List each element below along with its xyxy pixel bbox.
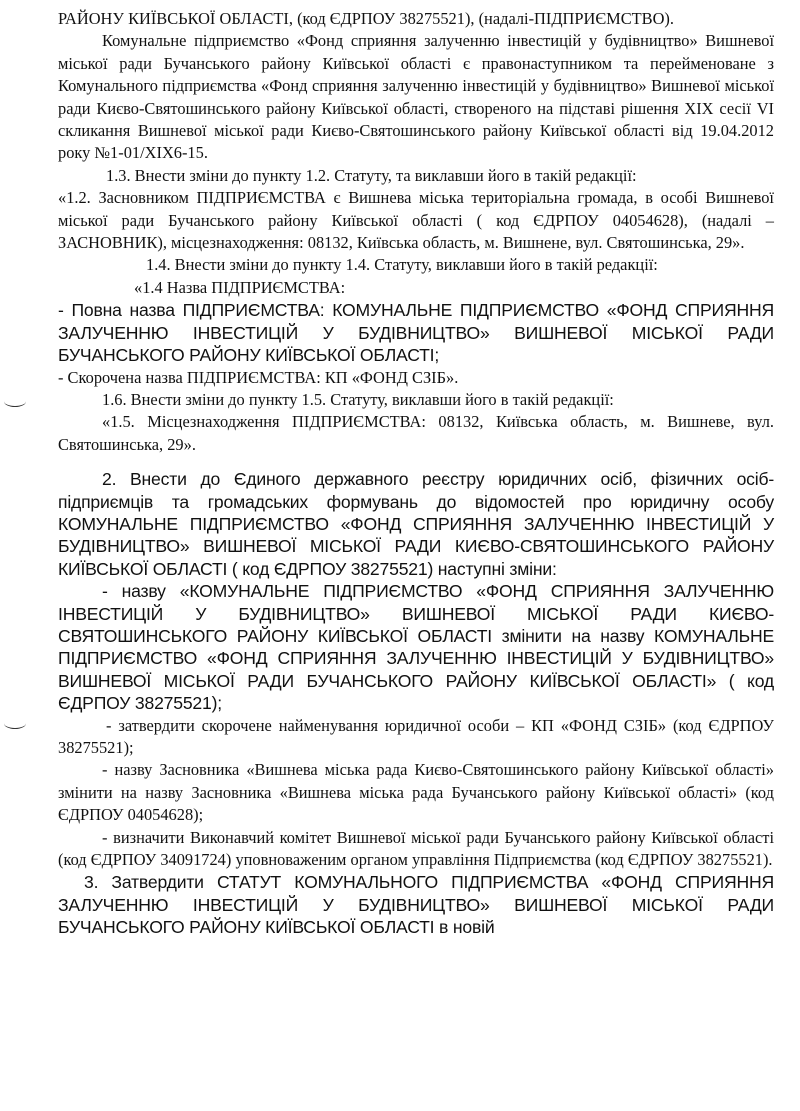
- paragraph-rename: - назву «КОМУНАЛЬНЕ ПІДПРИЄМСТВО «ФОНД СПРИЯННЯ ЗАЛУЧЕННЮ ІНВЕСТИЦІЙ У БУДІВНИЦТВО» ВИШНЕВОЇ МІСЬКОЇ РАДИ КИЄВО-СВЯТОШИНСЬКОГО РАЙОНУ КИЇВСЬКОЇ ОБЛАСТІ змінити на назву КОМУНАЛЬНЕ ПІДПРИЄМСТВО «ФОНД СПРИЯННЯ ЗАЛУЧЕННЮ ІНВЕСТИЦІЙ У БУДІВНИЦТВО» ВИШНЕВОЇ МІСЬКОЇ РАДИ БУЧАНСЬКОГО РАЙОНУ КИЇВСЬКОЇ ОБЛАСТІ» ( код ЄДРПОУ 38275521);: [58, 581, 774, 714]
- paragraph-company-tail: РАЙОНУ КИЇВСЬКОЇ ОБЛАСТІ, (код ЄДРПОУ 38275521), (надалі-ПІДПРИЄМСТВО).: [58, 9, 674, 28]
- paragraph-full-name: - Повна назва ПІДПРИЄМСТВА: КОМУНАЛЬНЕ ПІДПРИЄМСТВО «ФОНД СПРИЯННЯ ЗАЛУЧЕННЮ ІНВЕСТИЦІЙ У БУДІВНИЦТВО» ВИШНЕВОЇ МІСЬКОЇ РАДИ БУЧАНСЬКОГО РАЙОНУ КИЇВСЬКОЇ ОБЛАСТІ;: [58, 300, 774, 366]
- paragraph-item-1-5-address: «1.5. Місцезнаходження ПІДПРИЄМСТВА: 08132, Київська область, м. Вишневе, вул. Святошинська, 29».: [58, 412, 774, 454]
- document-page: [58, 8, 774, 939]
- paragraph-short-name: - Скорочена назва ПІДПРИЄМСТВА: КП «ФОНД СЗІБ».: [58, 367, 459, 387]
- paragraph-approve-statute: 3. Затвердити СТАТУТ КОМУНАЛЬНОГО ПІДПРИЄМСТВА «ФОНД СПРИЯННЯ ЗАЛУЧЕННЮ ІНВЕСТИЦІЙ У БУДІВНИЦТВО» ВИШНЕВОЇ МІСЬКОЇ РАДИ БУЧАНСЬКОГО РАЙОНУ КИЇВСЬКОЇ ОБЛАСТІ в новій: [58, 872, 774, 938]
- paragraph-succession: Комунальне підприємство «Фонд сприяння залученню інвестицій у будівництво» Вишневої міської ради Бучанського району Київської області є правонаступником та перейменоване з Комунального підприємства «Фонд сприяння залученню інвестицій у будівництво» Вишневої міської ради Києво-Святошинського району Київської області, створеного на підставі рішення XIX сесії VI скликання Вишневої міської ради Києво-Святошинського району Київської області від 19.04.2012 року №1-01/XIX6-15.: [58, 31, 774, 163]
- paragraph-item-1-3: 1.3. Внести зміни до пункту 1.2. Статуту, та виклавши його в такій редакції:: [106, 165, 637, 185]
- paragraph-item-1-2-text: «1.2. Засновником ПІДПРИЄМСТВА є Вишнева міська територіальна громада, в особі Вишневої міської ради Бучанського району Київської області ( код ЄДРПОУ 04054628), (надалі – ЗАСНОВНИК), місцезнаходження: 08132, Київська область, м. Вишнене, вул. Святошинська, 29».: [58, 188, 774, 253]
- paragraph-item-1-6: 1.6. Внести зміни до пункту 1.5. Статуту, виклавши його в такій редакції:: [102, 389, 614, 409]
- paragraph-item-1-4: 1.4. Внести зміни до пункту 1.4. Статуту, виклавши його в такій редакції:: [146, 255, 658, 275]
- paragraph-founder-rename: - назву Засновника «Вишнева міська рада Києво-Святошинського району Київської області» змінити на назву Засновника «Вишнева міська рада Бучанського району Київської області» (код ЄДРПОУ 04054628);: [58, 760, 774, 825]
- paragraph-short-name-approve: - затвердити скорочене найменування юридичної особи – КП «ФОНД СЗІБ» (код ЄДРПОУ 38275521);: [58, 715, 774, 757]
- paragraph-registry-changes: 2. Внести до Єдиного державного реєстру юридичних осіб, фізичних осіб-підприємців та громадських формувань до відомостей про юридичну особу КОМУНАЛЬНЕ ПІДПРИЄМСТВО «ФОНД СПРИЯННЯ ЗАЛУЧЕННЮ ІНВЕСТИЦІЙ У БУДІВНИЦТВО» ВИШНЕВОЇ МІСЬКОЇ РАДИ КИЄВО-СВЯТОШИНСЬКОГО РАЙОНУ КИЇВСЬКОЇ ОБЛАСТІ ( код ЄДРПОУ 38275521) наступні зміни:: [58, 469, 774, 579]
- punch-hole-mark: [4, 396, 26, 407]
- paragraph-name-heading: «1.4 Назва ПІДПРИЄМСТВА:: [134, 277, 346, 297]
- punch-hole-mark: [4, 718, 26, 729]
- paragraph-executive-committee: - визначити Виконавчий комітет Вишневої міської ради Бучанського району Київської області (код ЄДРПОУ 34091724) уповноваженим органом управління Підприємства (код ЄДРПОУ 38275521).: [58, 827, 774, 870]
